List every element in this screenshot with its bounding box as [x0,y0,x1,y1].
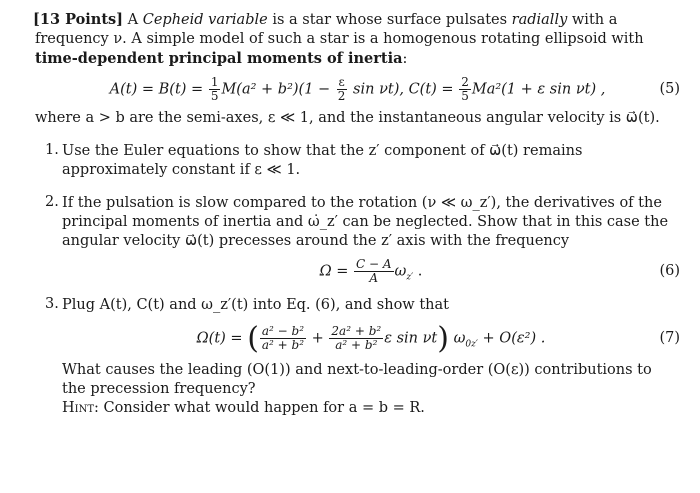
task-item-1 [35,142,680,180]
intro-text: with a frequency ν. A simple model of such a star is a homogenous rotating ellipsoid with [35,12,644,47]
hint-line [62,399,680,418]
eq7-rhs: ω [448,330,466,346]
problem-intro [35,10,680,69]
eq5-frac3-den: 5 [461,88,469,103]
eq7-plus: + [307,330,329,346]
task-followup-3: What causes the leading (O(1)) and next-to-leading-order (O(ε)) contributions to the precession frequency? [62,362,652,397]
item-marker: 3. [45,296,59,312]
eq5-mid2: sin νt), C(t) = [348,81,459,97]
eq6-den: A [369,270,379,285]
eq7-f2-den: a² + b² [335,337,378,352]
task-text-3: Plug A(t), C(t) and ω_z′(t) into Eq. (6), and show that [62,297,449,313]
eq5-frac1-num: 1 [210,74,219,89]
eq7-f1-den: a² + b² [261,337,305,352]
eq5-frac3-num: 2 [461,74,469,89]
eq6-end: . [413,263,423,279]
equation-5 [35,69,680,109]
eq5-frac1-den: 5 [210,88,219,103]
eq5-frac1 [209,76,221,103]
eq7-mid: ε sin νt [384,330,438,346]
eq5-end: Ma²(1 + ε sin νt) , [471,81,606,97]
equation-7: Ω(t) = ( $\frac{\text{a² − b²}}{\text{a² + b²}}$ + $\frac{\text{2a² + b²}}{\text{a² + b²}}$ ε sin νt) $\omega_{0z'} + O(\varepsilon^2)$ . (7) [196,320,680,356]
task-text-1: Use the Euler equations to show that the z′ component of ω⃗(t) remains approximately constant if ε ≪ 1. [62,143,583,178]
item-marker: 2. [45,194,59,210]
intro-text: : [402,51,408,67]
intro-text: A [123,12,143,28]
eq6-rhs: ω [394,263,407,279]
task-text-2: If the pulsation is slow compared to the rotation (ν ≪ ω_z′), the derivatives of the principal moments of inertia and ω̇_z′ can be neglected. Show that in this case the angular velocity ω⃗(t) precesses around the z′ axis with the frequency [62,195,669,249]
term-radially: radially [511,12,568,28]
equation-number-5: (5) [659,81,680,97]
eq7-f1-num: a² − b² [261,323,305,338]
eq5-frac2-num: ε [338,74,345,89]
term-cepheid: Cepheid variable [142,12,268,28]
problem-document [35,10,680,418]
task-list [35,142,680,418]
eq7-rhs-sub: 0z′ [465,338,478,349]
eq6-num: C − A [356,256,392,271]
eq7-frac1 [260,325,306,352]
eq5-lhs: A(t) = B(t) = [109,81,208,97]
eq7-frac2 [329,325,383,352]
eq5-frac2 [336,76,348,103]
eq5-frac2-den: 2 [337,88,346,103]
equation-number-6: (6) [659,263,680,279]
eq5-mid1: M(a² + b²)(1 − [221,81,335,97]
intro-text: is a star whose surface pulsates [267,12,512,28]
eq6-frac [354,258,394,285]
eq6-lhs: Ω = [319,263,353,279]
points-label: [13 Points] [33,11,124,28]
task-item-3 [35,296,680,418]
bold-phrase: time-dependent principal moments of inertia [35,50,403,67]
eq7-lhs: Ω(t) = [196,330,248,346]
equation-6 [62,251,680,291]
task-item-2 [35,194,680,291]
eq7-f2-num: 2a² + b² [331,323,382,338]
eq7-end: + O(ε²) . [477,330,546,346]
eq5-frac3 [459,76,471,103]
item-marker: 1. [45,142,59,158]
equation-number-7: (7) [659,330,680,346]
hint-text: : Consider what would happen for a = b = R. [94,400,425,416]
where-text: where a > b are the semi-axes, ε ≪ 1, and the instantaneous angular velocity is ω⃗(t). [35,110,660,126]
hint-label: Hint [62,400,95,416]
eq6-rhs-sub: z′ [406,271,414,282]
